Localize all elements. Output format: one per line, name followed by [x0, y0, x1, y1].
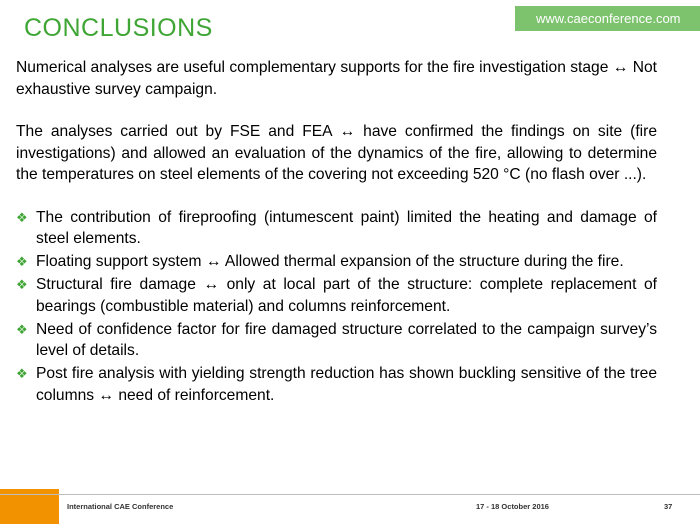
list-item [16, 363, 657, 406]
slide-body [16, 57, 657, 408]
footer-page-number: 37 [664, 502, 673, 511]
conclusion-list [16, 207, 657, 407]
footer-date: 17 - 18 October 2016 [476, 502, 549, 511]
diamond-bullet-icon: ❖ [16, 366, 28, 381]
list-item [16, 207, 657, 250]
slide-title: CONCLUSIONS [24, 14, 213, 42]
list-item-text: Post fire analysis with yielding strength reduction has shown buckling sensitive of the tree columns ↔ need of reinforcement. [36, 365, 657, 404]
footer-divider [0, 494, 700, 495]
list-item [16, 274, 657, 317]
footer-conference-name: International CAE Conference [67, 502, 174, 511]
diamond-bullet-icon: ❖ [16, 209, 28, 225]
list-item-text: Floating support system ↔ Allowed thermal expansion of the structure during the fire. [36, 253, 624, 270]
diamond-bullet-icon: ❖ [16, 277, 28, 292]
diamond-bullet-icon: ❖ [16, 321, 28, 337]
list-item-text: The contribution of fireproofing (intumescent paint) limited the heating and damage of steel elements. [36, 208, 657, 247]
list-item-text: Need of confidence factor for fire damaged structure correlated to the campaign survey’s level of details. [36, 320, 657, 359]
paragraph: The analyses carried out by FSE and FEA ↔ have confirmed the findings on site (fire investigations) and allowed an evaluation of the dynamics of the fire, allowing to determine the temperatures on steel elements of the covering not exceeding 520 °C (no flash over ...). [16, 123, 657, 183]
website-url-badge[interactable]: www.caeconference.com [515, 6, 700, 31]
list-item [16, 319, 657, 362]
list-item-text: Structural fire damage ↔ only at local part of the structure: complete replacement of bearings (combustible material) and columns reinforcement. [36, 276, 657, 315]
diamond-bullet-icon: ❖ [16, 254, 28, 269]
paragraph: Numerical analyses are useful complementary supports for the fire investigation stage ↔ Not exhaustive survey campaign. [16, 59, 657, 98]
list-item [16, 251, 657, 273]
